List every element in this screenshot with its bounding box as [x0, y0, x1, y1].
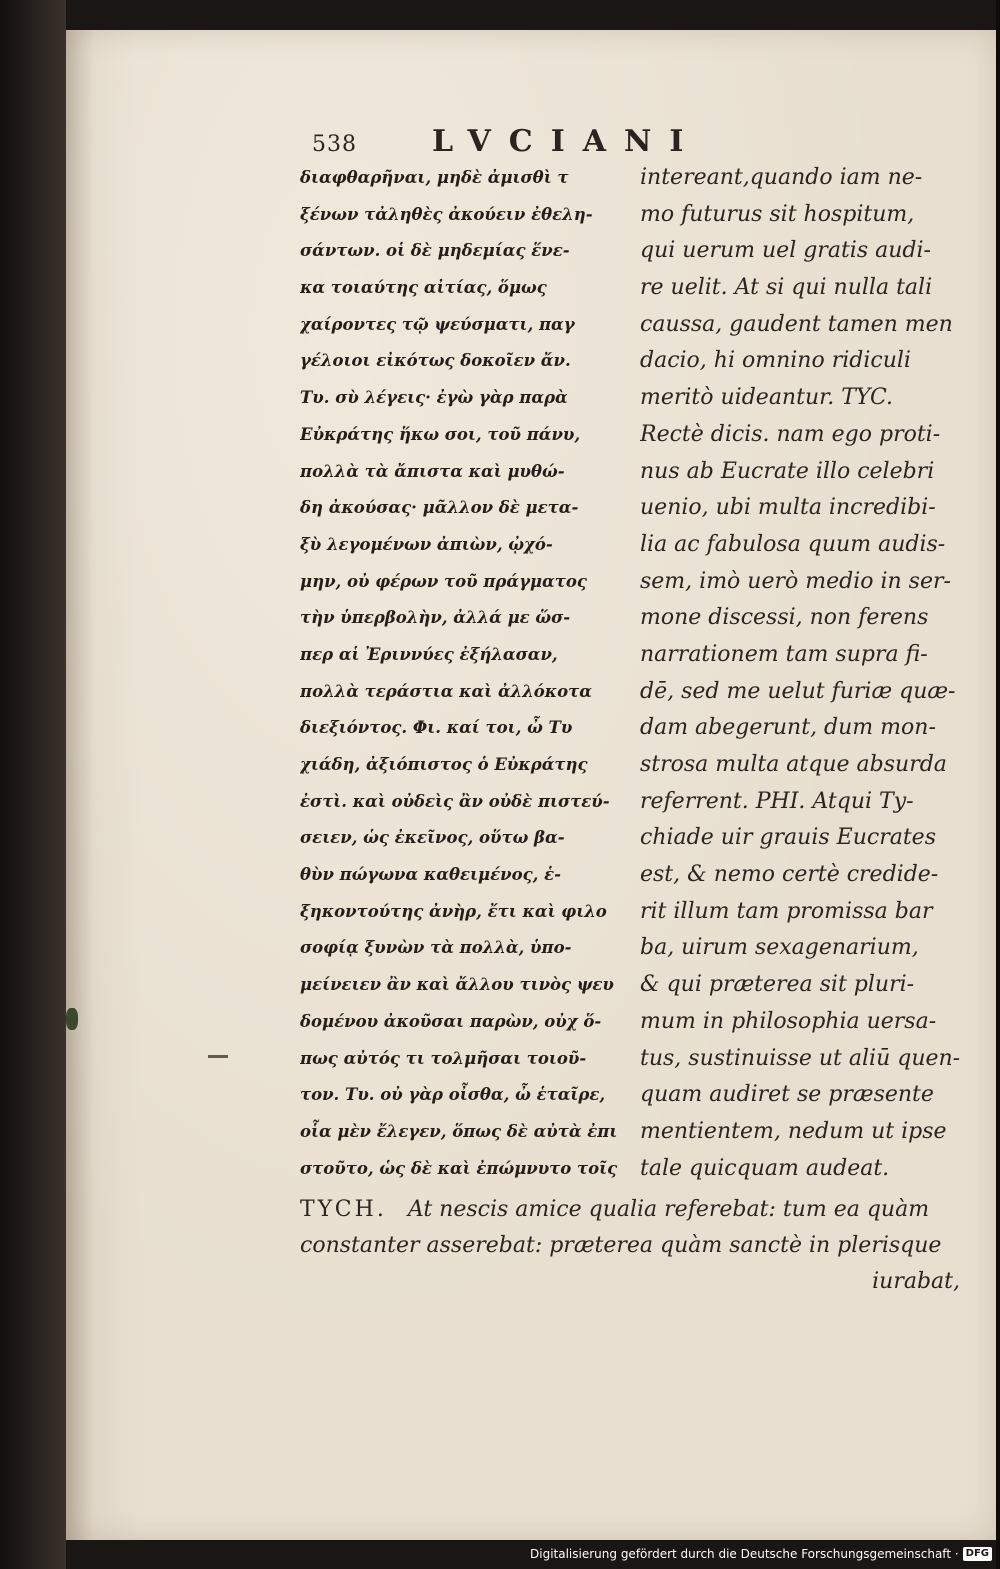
- text-line: Τυ. σὺ λέγεις· ἐγὼ γὰρ παρὰ: [300, 388, 568, 408]
- text-line: & qui præterea sit pluri-: [640, 972, 915, 998]
- text-line: ξηκοντούτης ἀνὴρ, ἔτι καὶ φιλο: [300, 901, 607, 921]
- right-edge-shadow: [996, 0, 1000, 1569]
- text-line: πως αὐτός τι τολμῆσαι τοιοῦ-: [300, 1048, 587, 1068]
- text-line: dē, sed me uelut furiæ quæ-: [640, 678, 956, 704]
- page-number: 538: [312, 132, 357, 157]
- text-line: uenio, ubi multa incredibi-: [640, 495, 936, 521]
- text-line: referrent. PHI. Atqui Ty-: [640, 788, 914, 814]
- text-line: mo futurus sit hospitum,: [640, 201, 915, 227]
- text-line: est, & nemo certè credide-: [640, 862, 939, 888]
- text-line: κα τοιαύτης αἰτίας, ὅμως: [300, 278, 547, 298]
- text-line: sem, imò uerò medio in ser-: [640, 568, 951, 594]
- text-line: στοῦτο, ὡς δὲ καὶ ἐπώμνυτο τοῖς: [300, 1158, 618, 1178]
- text-line: τὴν ὑπερβολὴν, ἀλλά με ὥσ-: [300, 608, 571, 628]
- text-line: οἷα μὲν ἔλεγεν, ὅπως δὲ αὐτὰ ἐπι: [300, 1121, 618, 1141]
- text-line: mentientem, nedum ut ipse: [640, 1118, 947, 1144]
- text-line: ba, uirum sexagenarium,: [640, 935, 919, 961]
- text-line: mum in philosophia uersa-: [640, 1008, 937, 1034]
- text-line: σοφίᾳ ξυνὼν τὰ πολλὰ, ὑπο-: [300, 938, 572, 958]
- text-line: Εὐκράτης ἥκω σοι, τοῦ πάνυ,: [300, 424, 581, 444]
- text-line: ἐστὶ. καὶ οὐδεὶς ἂν οὐδὲ πιστεύ-: [300, 791, 610, 811]
- text-line: quam audiret se præsente: [640, 1082, 934, 1108]
- text-line: μείνειεν ἂν καὶ ἄλλου τινὸς ψευ: [300, 975, 614, 995]
- text-line: δομένου ἀκοῦσαι παρὼν, οὐχ ὅ-: [300, 1011, 602, 1031]
- text-line: μην, οὐ φέρων τοῦ πράγματος: [300, 571, 587, 591]
- text-line: διαφθαρῆναι, μηδὲ ἀμισθὶ τ: [300, 168, 569, 187]
- text-line: πολλὰ τὰ ἄπιστα καὶ μυθώ-: [300, 461, 565, 481]
- text-line: re uelit. At si qui nulla tali: [640, 275, 933, 301]
- text-line: iurabat,: [872, 1269, 960, 1294]
- text-line: Rectè dicis. nam ego proti-: [640, 421, 941, 447]
- text-line: σάντων. οἱ δὲ μηδεμίας ἕνε-: [300, 241, 570, 261]
- margin-stain: [66, 1008, 78, 1030]
- text-line: dacio, hi omnino ridiculi: [640, 348, 911, 374]
- book-spine-shadow: [0, 0, 66, 1569]
- text-line: qui uerum uel gratis audi-: [640, 238, 931, 264]
- text-line: strosa multa atque absurda: [640, 752, 947, 777]
- footer-credit: Digitalisierung gefördert durch die Deutsche Forschungsgemeinschaft ·: [530, 1547, 959, 1561]
- text-line: γέλοιοι εἰκότως δοκοῖεν ἄν.: [300, 351, 571, 371]
- text-line: nus ab Eucrate illo celebri: [640, 458, 935, 484]
- text-line: narrationem tam supra fi-: [640, 641, 928, 667]
- dfg-logo-icon: DFG: [963, 1547, 992, 1561]
- page-header: [312, 124, 972, 164]
- text-line: δη ἀκούσας· μᾶλλον δὲ μετα-: [300, 498, 579, 518]
- text-line: mone discessi, non ferens: [640, 605, 929, 631]
- text-line: dam abegerunt, dum mon-: [640, 715, 936, 741]
- text-line: ξὺ λεγομένων ἀπιὼν, ᾠχό-: [300, 534, 553, 554]
- text-line: lia ac fabulosa quum audis-: [640, 531, 946, 557]
- text-line-content: At nescis amice qualia referebat: tum ea quàm: [407, 1197, 930, 1222]
- text-line: tale quicquam audeat.: [640, 1155, 890, 1181]
- text-line: rit illum tam promissa bar: [640, 898, 933, 924]
- text-line: χιάδη, ἀξιόπιστος ὁ Εὐκράτης: [300, 755, 588, 774]
- text-line: [300, 1192, 960, 1228]
- text-line: τον. Τυ. οὐ γὰρ οἶσθα, ὦ ἑταῖρε,: [300, 1085, 606, 1105]
- text-line: ξένων τἀληθὲς ἀκούειν ἐθελη-: [300, 204, 593, 224]
- speaker-label: TYCH.: [300, 1197, 387, 1222]
- text-line: πολλὰ τεράστια καὶ ἀλλόκοτα: [300, 681, 592, 701]
- text-line: intereant,quando iam ne-: [640, 165, 923, 190]
- text-line: σειεν, ὡς ἐκεῖνος, οὕτω βα-: [300, 828, 565, 848]
- text-line: θὺν πώγωνα καθειμένος, ἑ-: [300, 865, 561, 885]
- margin-mark: [208, 1055, 228, 1058]
- text-line: chiade uir grauis Eucrates: [640, 825, 936, 851]
- digitization-footer: [530, 1545, 992, 1563]
- text-line: caussa, gaudent tamen men: [640, 311, 953, 337]
- greek-text-column: [300, 160, 622, 1187]
- text-line: tus, sustinuisse ut aliū quen-: [640, 1045, 960, 1071]
- running-head: LVCIANI: [432, 124, 702, 159]
- text-line: meritò uideantur. TYC.: [640, 385, 894, 411]
- text-line: περ αἱ Ἐριννύες ἐξήλασαν,: [300, 644, 558, 664]
- latin-text-column: [640, 160, 960, 1187]
- bottom-text-block: [300, 1192, 960, 1300]
- text-line: constanter asserebat: præterea quàm sanctè in plerisque: [300, 1233, 942, 1258]
- text-line: διεξιόντος. Φι. καί τοι, ὦ Τυ: [300, 718, 573, 738]
- text-line: χαίροντες τῷ ψεύσματι, παγ: [300, 314, 575, 334]
